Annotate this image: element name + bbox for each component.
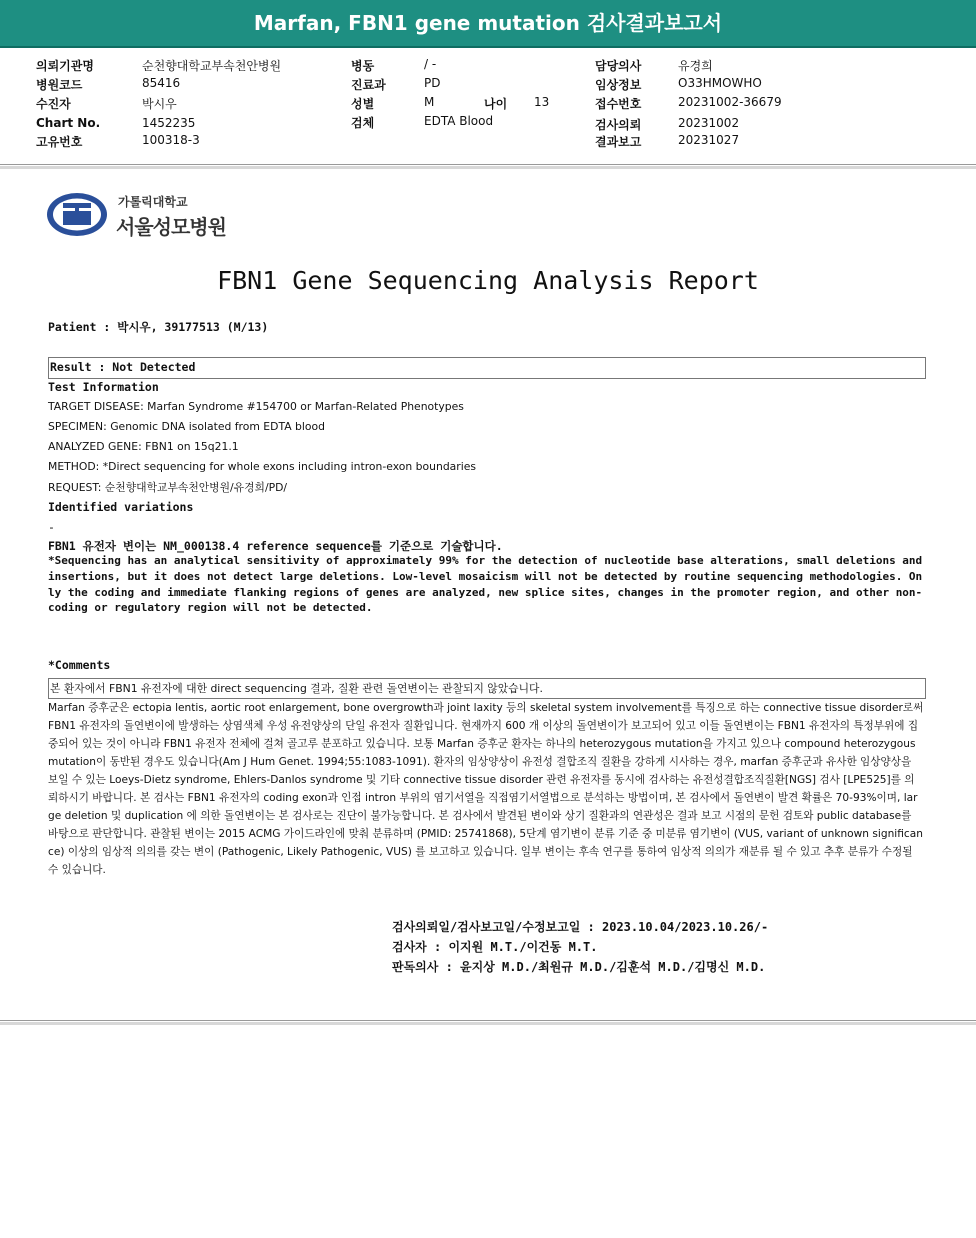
value-hospital-code: 85416: [142, 76, 181, 90]
label-sex: 성별: [351, 97, 375, 111]
label-hospital-code: 병원코드: [36, 78, 83, 92]
value-age: 13: [534, 95, 550, 109]
value-ward: / -: [424, 57, 437, 71]
footer-divider: [0, 1020, 976, 1021]
label-department: 진료과: [351, 78, 386, 92]
catholic-university-seal-icon: [46, 192, 108, 237]
value-clinical-info: O33HMOWHO: [678, 76, 762, 90]
report-heading: FBN1 Gene Sequencing Analysis Report: [217, 266, 759, 295]
label-report-date: 결과보고: [595, 135, 642, 149]
value-patient: 박시우: [142, 97, 177, 111]
logo-university-name: 가톨릭대학교: [118, 195, 188, 209]
value-sex: M: [424, 95, 435, 109]
comment-summary: 본 환자에서 FBN1 유전자에 대한 direct sequencing 결과, 질환 관련 돌연변이는 관찰되지 않았습니다.: [50, 682, 543, 695]
test-info-heading: Test Information: [48, 380, 159, 394]
header-divider-shadow: [0, 166, 976, 169]
value-department: PD: [424, 76, 441, 90]
variations-heading: Identified variations: [48, 500, 194, 514]
logo-hospital-name: 서울성모병원: [116, 215, 226, 239]
value-request-date: 20231002: [678, 116, 740, 130]
value-institution: 순천향대학교부속천안병원: [142, 59, 282, 73]
label-request-date: 검사의뢰: [595, 118, 642, 132]
report-dates: 검사의뢰일/검사보고일/수정보고일 : 2023.10.04/2023.10.26/-: [392, 920, 769, 934]
value-unique-no: 100318-3: [142, 133, 200, 147]
comment-body: Marfan 증후군은 ectopia lentis, aortic root enlargement, bone overgrowth과 joint laxity 등의 skeletal system involvement를 특징으로 하는 connective tissue disorder로써 FBN1 유전자의 돌연변이에 발생하는 상염색체 우성 유전양상의 단일 유전자 질환입니다. 현재까지 600 개 이상의 돌연변이가 보고되어 있고 이들 돌연변이는 FBN1 유전자의 특정부위에 집중되어 있는 것이 아니라 FBN1 유전자 전체에 걸쳐 골고루 분포하고 있습니다. 보통 Marfan 증후군 환자는 하나의 heterozygous mutation을 가지고 있으나 compound heterozygous mutation이 동반된 경우도 있습니다(Am J Hum Genet. 1994;55:1083-1091). 환자의 임상양상이 유전성 결합조직 질환을 강하게 시사하는 경우, marfan 증후군과 유사한 임상양상을 보일 수 있는 Loeys-Dietz syndrome, Ehlers-Danlos syndrome 및 기타 connective tissue disorder 관련 유전자를 동시에 검사하는 유전성결합조직질환[NGS] 검사 [LPE525]를 의뢰하시기 바랍니다. 본 검사는 FBN1 유전자의 coding exon과 인접 intron 부위의 염기서열을 직접염기서열법으로 분석하는 방법이며, 본 검사에서 돌연변이 발견 확률은 70-93%이며, large deletion 및 duplication 에 의한 돌연변이는 본 검사로는 진단이 불가능합니다. 본 검사에서 발견된 변이와 상기 질환과의 연관성은 결과 보고 시점의 문헌 검토와 public database를 바탕으로 판단합니다. 관찰된 변이는 2015 ACMG 가이드라인에 맞춰 분류하며 (PMID: 25741868), 5단계 염기변이 분류 기준 중 미분류 염기변이 (VUS, variant of unknown significance) 이상의 임상적 의의를 갖는 변이 (Pathogenic, Likely Pathogenic, VUS) 를 보고하고 있습니다. 일부 변이는 후속 연구를 통하여 임상적 의의가 재분류 될 수 있고 추후 분류가 수정될 수 있습니다.: [48, 702, 924, 876]
sensitivity-paragraph: *Sequencing has an analytical sensitivity of approximately 99% for the detection of nucleotide base alterations, small deletions and insertions, but it does not detect large deletions. Low-level mosaicism will not be detected by routine sequencing methodologies. Only the coding and immediate flanking regions of genes are analyzed, new splice sites, changes in the promoter region, and other non-coding or regulatory region will not be detected.: [48, 554, 923, 615]
doctors-line: 판독의사 : 윤지상 M.D./최원규 M.D./김훈석 M.D./김명신 M.D.: [392, 960, 766, 974]
label-ward: 병동: [351, 59, 375, 73]
value-specimen: EDTA Blood: [424, 114, 494, 128]
label-clinical-info: 임상정보: [595, 78, 642, 92]
value-doctor: 유경희: [678, 59, 713, 73]
value-receipt-no: 20231002-36679: [678, 95, 782, 109]
label-unique-no: 고유번호: [36, 135, 83, 149]
label-receipt-no: 접수번호: [595, 97, 642, 111]
value-report-date: 20231027: [678, 133, 740, 147]
label-patient: 수진자: [36, 97, 71, 111]
specimen-line: SPECIMEN: Genomic DNA isolated from EDTA blood: [48, 420, 325, 433]
label-chart-no: Chart No.: [36, 116, 101, 130]
target-disease: TARGET DISEASE: Marfan Syndrome #154700 or Marfan-Related Phenotypes: [48, 400, 464, 413]
variations-value: -: [48, 520, 55, 534]
request-line: REQUEST: 순천향대학교부속천안병원/유경희/PD/: [48, 481, 288, 494]
label-institution: 의뢰기관명: [36, 59, 94, 73]
comments-heading: *Comments: [48, 658, 111, 672]
label-age: 나이: [484, 97, 508, 111]
footer-divider-shadow: [0, 1022, 976, 1025]
report-title-bar: Marfan, FBN1 gene mutation 검사결과보고서: [0, 0, 976, 48]
label-specimen: 검체: [351, 116, 375, 130]
reference-line: FBN1 유전자 변이는 NM_000138.4 reference sequence를 기준으로 기술합니다.: [48, 539, 503, 553]
label-doctor: 담당의사: [595, 59, 642, 73]
analyzed-gene: ANALYZED GENE: FBN1 on 15q21.1: [48, 440, 239, 453]
examiner-line: 검사자 : 이지원 M.T./이건동 M.T.: [392, 940, 598, 954]
value-chart-no: 1452235: [142, 116, 196, 130]
patient-line: Patient : 박시우, 39177513 (M/13): [48, 320, 269, 334]
method-line: METHOD: *Direct sequencing for whole exons including intron-exon boundaries: [48, 460, 476, 473]
result-text: Result : Not Detected: [50, 360, 196, 374]
header-divider: [0, 164, 976, 165]
